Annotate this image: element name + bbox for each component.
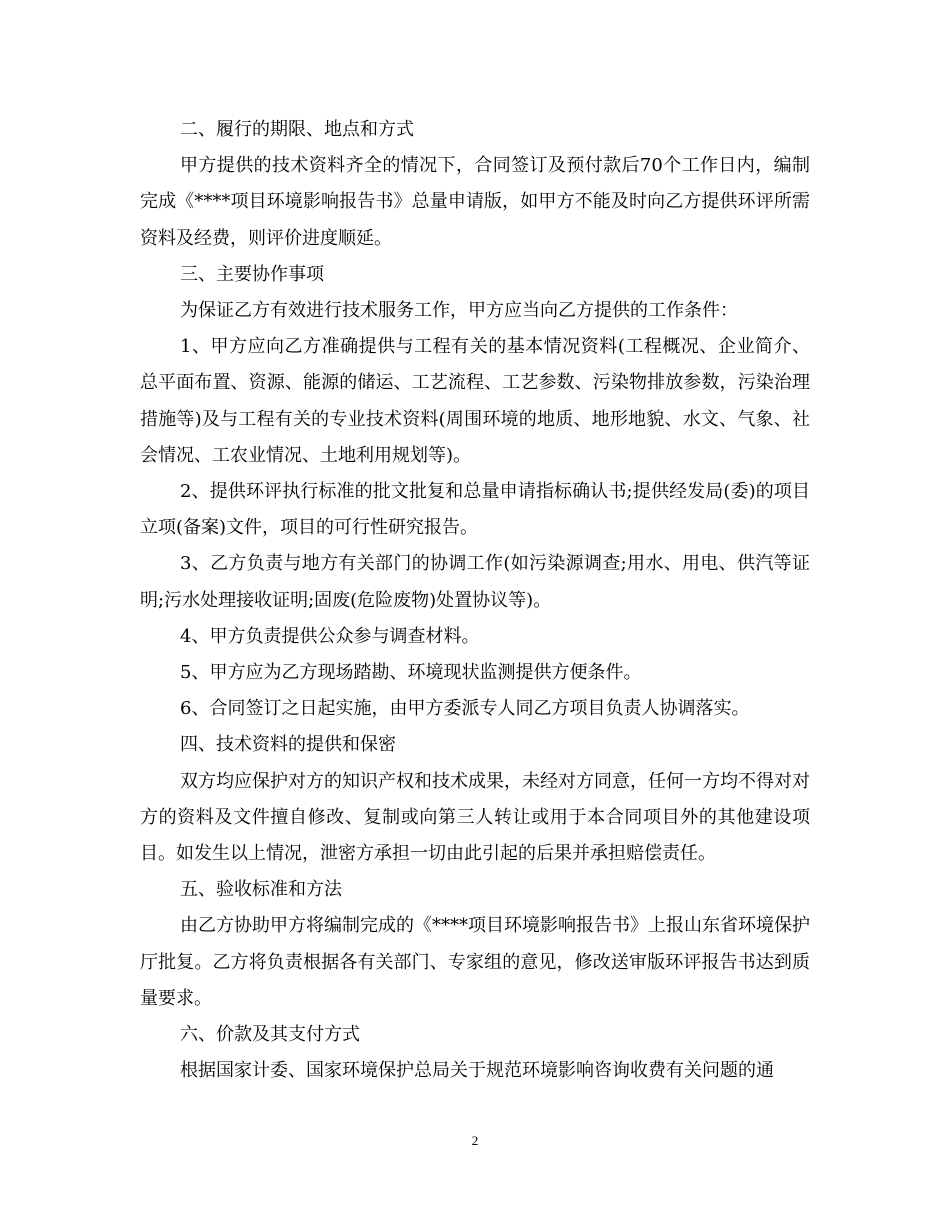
list-item-6: 6、合同签订之日起实施，由甲方委派专人同乙方项目负责人协调落实。 [180,698,750,720]
section-heading-performance-terms: 二、履行的期限、地点和方式 [180,119,414,140]
page-number: 2 [471,1133,479,1148]
paragraph-acceptance: 由乙方协助甲方将编制完成的《****项目环境影响报告书》上报山东省环境保护厅批复。乙方将负责根据各有关部门、专家组的意见，修改送审版环评报告书达到质量要求。 [140,915,810,1009]
list-item-4: 4、甲方负责提供公众参与调查材料。 [180,625,480,647]
section-heading-cooperation-items: 三、主要协作事项 [180,263,324,285]
list-item-2: 2、提供环评执行标准的批文批复和总量申请指标确认书;提供经发局(委)的项目立项(备案)文件，项目的可行性研究报告。 [140,481,810,539]
section-heading-payment: 六、价款及其支付方式 [180,1024,360,1046]
list-item-5: 5、甲方应为乙方现场踏勘、环境现状监测提供方便条件。 [180,662,642,684]
list-item-1: 1、甲方应向乙方准确提供与工程有关的基本情况资料(工程概况、企业简介、总平面布置、资源、能源的储运、工艺流程、工艺参数、污染物排放参数，污染治理措施等)及与工程有关的专业技术资料(周围环境的地质、地形地貌、水文、气象、社会情况、工农业情况、土地利用规划等)。 [140,336,810,466]
section-heading-confidentiality: 四、技术资料的提供和保密 [180,734,396,756]
document-body [140,112,810,1089]
paragraph-delivery-schedule: 甲方提供的技术资料齐全的情况下，合同签订及预付款后70个工作日内，编制完成《****项目环境影响报告书》总量申请版，如甲方不能及时向乙方提供环评所需资料及经费，则评价进度顺延。 [140,155,810,249]
paragraph-working-conditions-intro: 为保证乙方有效进行技术服务工作，甲方应当向乙方提供的工作条件： [180,300,738,322]
paragraph-payment: 根据国家计委、国家环境保护总局关于规范环境影响咨询收费有关问题的通 [180,1060,774,1082]
paragraph-confidentiality: 双方均应保护对方的知识产权和技术成果，未经对方同意，任何一方均不得对对方的资料及文件擅自修改、复制或向第三人转让或用于本合同项目外的其他建设项目。如发生以上情况，泄密方承担一切由此引起的后果并承担赔偿责任。 [140,770,810,865]
section-heading-acceptance: 五、验收标准和方法 [180,879,342,901]
list-item-3: 3、乙方负责与地方有关部门的协调工作(如污染源调查;用水、用电、供汽等证明;污水处理接收证明;固废(危险废物)处置协议等)。 [140,553,810,611]
